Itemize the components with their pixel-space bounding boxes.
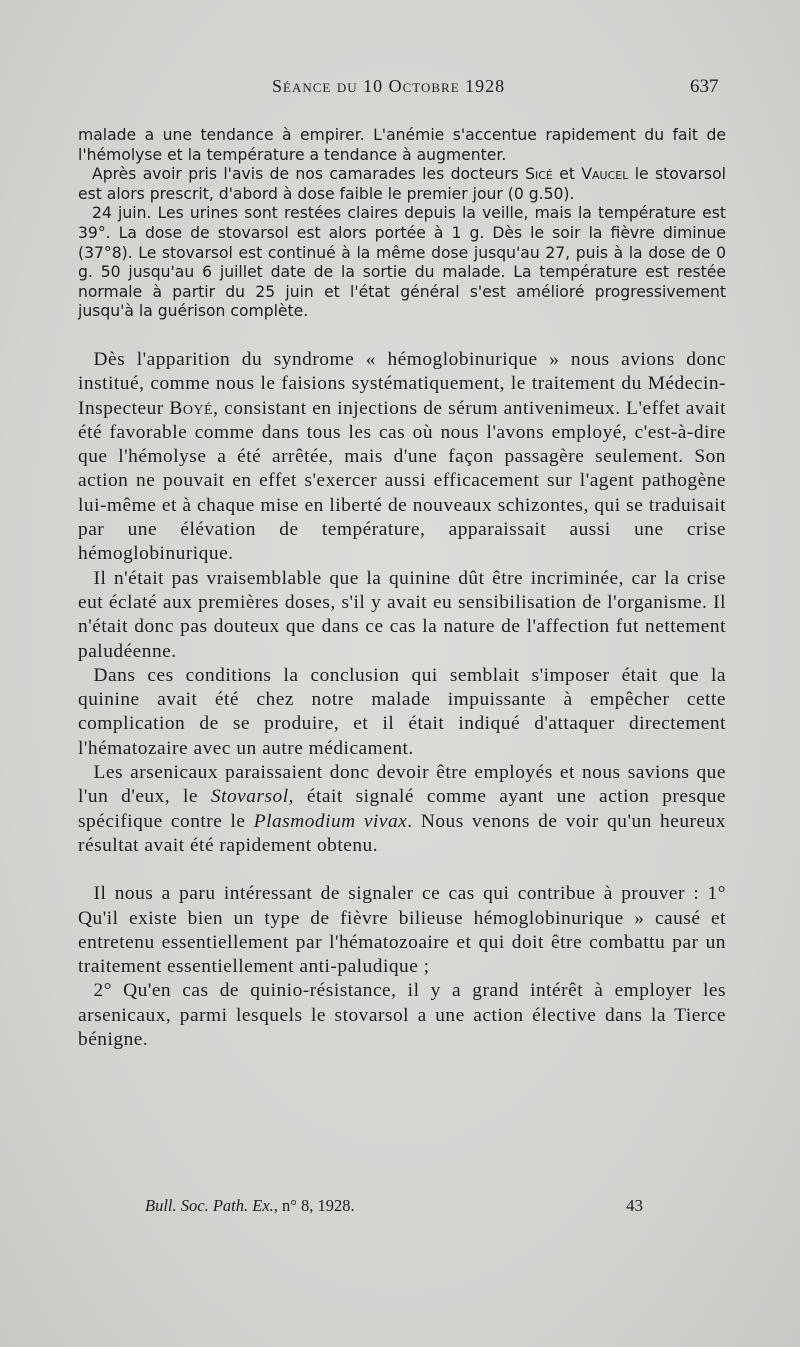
case-paragraph-3: 24 juin. Les urines sont restées claires depuis la veille, mais la température est 39°. La dose de stovarsol est alors portée à 1 g. Dès le soir la fièvre diminue (37°8). Le stovarsol est continué à la même dose jusqu'au 27, puis à la dose de 0 g. 50 jusqu'au 6 juillet date de la sortie du malade. La température est restée normale à partir du 25 juin et l'état général s'est amélioré progressivement jusqu'à la guérison complète. — [78, 204, 726, 321]
body-text: , était signalé comme ayant une action presque spécifique contre le — [78, 786, 727, 832]
body-text: , consistant en injections de sérum antivenimeux. L'effet avait été favorable comme dans tous les cas où nous l'avons employé, c'est-à-dire que l'hémolyse a été arrêtée, mais d'une façon passagère seulement. Son action ne pouvait en effet s'exercer aussi efficacement sur l'agent pathogène lui-même et à chaque mise en liberté de nouveaux schizontes, qui se traduisait par une élévation de température, apparaissait aussi une crise hémoglobinurique. — [78, 397, 726, 565]
discussion-block — [78, 348, 726, 1052]
conclusion-paragraph-1: Il nous a paru intéressant de signaler ce cas qui contribue à prouver : 1° Qu'il existe bien un type de fièvre bilieuse hémoglobinurique » causé et entretenu essentiellement par l'hématozoaire et qui doit être combattu par un traitement essentiellement anti-paludique ; — [78, 883, 726, 978]
discussion-paragraph-3: Dans ces conditions la conclusion qui semblait s'imposer était que la quinine avait été chez notre malade impuissante à empêcher cette complication de se produire, et il était indiqué d'attaquer directement l'hématozaire avec un autre médicament. — [78, 664, 726, 759]
page-footer — [0, 1196, 800, 1222]
case-report-block — [78, 126, 726, 322]
species-name: Plasmodium vivax — [253, 810, 408, 832]
running-head: Séance du 10 Octobre 1928 — [272, 76, 506, 96]
journal-title: Bull. Soc. Path. Ex. — [145, 1196, 274, 1215]
discussion-paragraph-1 — [78, 348, 726, 567]
page-header — [0, 74, 800, 104]
drug-name: Stovarsol — [210, 786, 289, 808]
discussion-paragraph-4 — [78, 761, 726, 858]
body-text: Dès l'apparition du syndrome « hémoglobinurique » nous avions donc institué, comme nous le faisions systématiquement, le traitement du Médecin-Inspecteur — [78, 349, 726, 419]
conclusion-paragraph-2: 2° Qu'en cas de quinio-résistance, il y a grand intérêt à employer les arsenicaux, parmi lesquels le stovarsol a une action élective dans la Tierce bénigne. — [78, 980, 726, 1051]
case-text: Après avoir pris l'avis de nos camarades les docteurs — [92, 165, 526, 184]
author-name: Sicé — [525, 165, 553, 184]
author-name: Boyé — [169, 397, 214, 419]
sheet-number: 43 — [626, 1196, 643, 1215]
body-text: Les arsenicaux paraissaient donc devoir être employés et nous savions que l'un d'eux, le — [78, 762, 726, 808]
case-paragraph-1: malade a une tendance à empirer. L'anémie s'accentue rapidement du fait de l'hémolyse et la température a tendance à augmenter. — [78, 126, 726, 164]
case-text: et — [552, 165, 582, 184]
body-text: . Nous venons de voir qu'un heureux résultat avait été rapidement obtenu. — [78, 810, 726, 856]
author-name: Vaucel — [581, 165, 629, 184]
discussion-paragraph-2: Il n'était pas vraisemblable que la quinine dût être incriminée, car la crise eut éclaté aux premières doses, s'il y avait eu sensibilisation de l'organisme. Il n'était donc pas douteux que dans ce cas la nature de l'affection fut nettement paludéenne. — [78, 567, 726, 662]
journal-issue: , n° 8, 1928. — [273, 1196, 355, 1215]
case-paragraph-2 — [78, 165, 726, 204]
page-number: 637 — [690, 76, 719, 97]
case-text: le stovarsol est alors prescrit, d'abord à dose faible le premier jour (0 g.50). — [78, 165, 726, 203]
journal-citation — [145, 1196, 355, 1216]
